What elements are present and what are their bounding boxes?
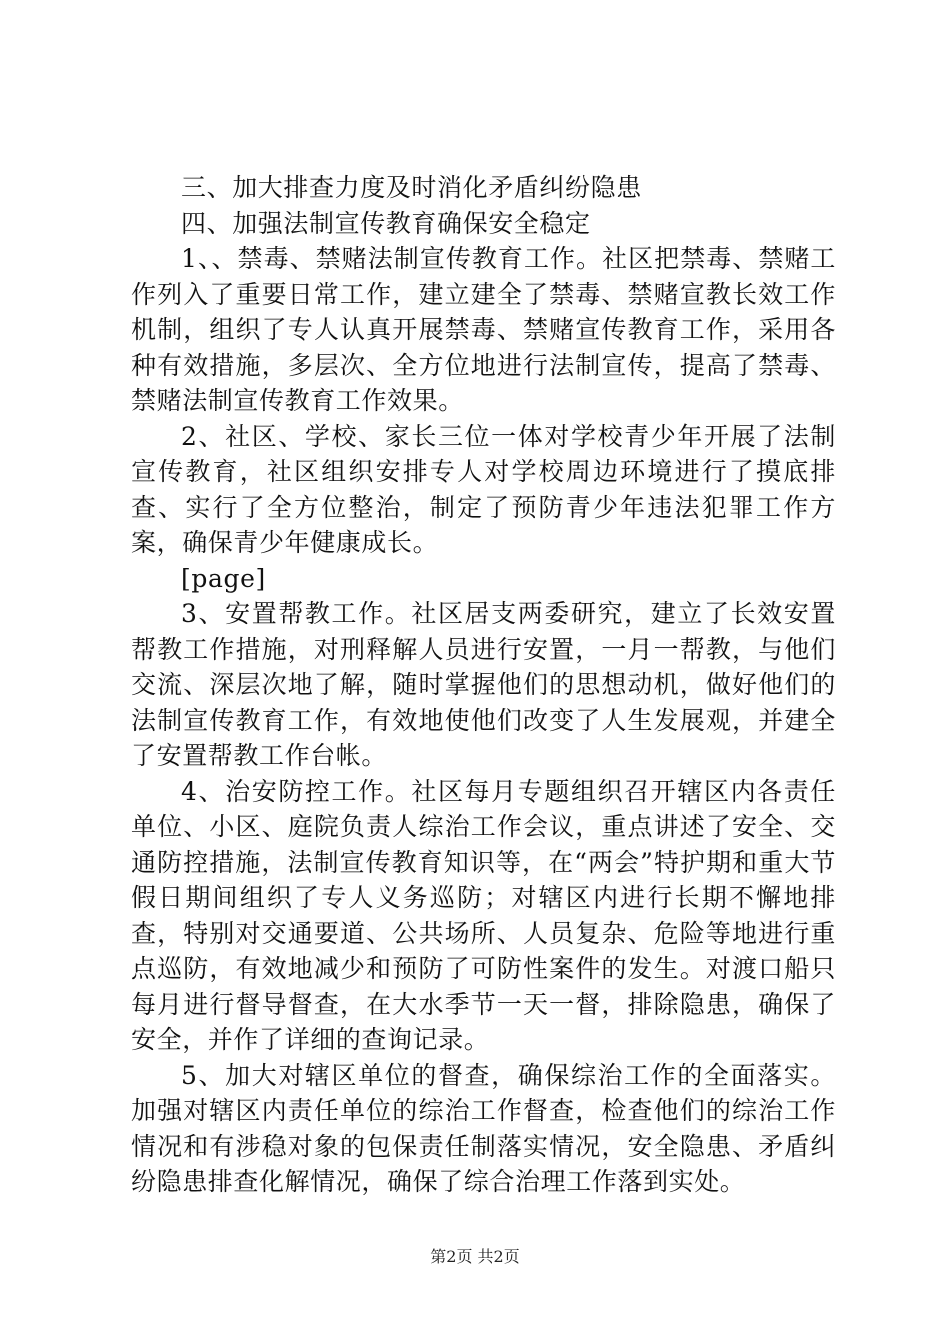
page-number-footer: 第2页 共2页 — [430, 1247, 520, 1266]
paragraph-resettlement: 3、安置帮教工作。社区居支两委研究，建立了长效安置帮教工作措施，对刑释解人员进行安置，一月一帮教，与他们交流、深层次地了解，随时掌握他们的思想动机，做好他们的法制宣传教育工作，有效地使他们改变了人生发展观，并建全了安置帮教工作台帐。 — [131, 599, 836, 770]
section-heading-4: 四、加强法制宣传教育确保安全稳定 — [181, 208, 591, 238]
paragraph-anti-drug-gambling: 1、、禁毒、禁赌法制宣传教育工作。社区把禁毒、禁赌工作列入了重要日常工作，建立建全了禁毒、禁赌宣教长效工作机制，组织了专人认真开展禁毒、禁赌宣传教育工作，采用各种有效措施，多层次、全方位地进行法制宣传，提高了禁毒、禁赌法制宣传教育工作效果。 — [131, 244, 836, 415]
section-heading-3: 三、加大排查力度及时消化矛盾纠纷隐患 — [181, 173, 642, 202]
paragraph-youth-education: 2、社区、学校、家长三位一体对学校青少年开展了法制宣传教育，社区组织安排专人对学校周边环境进行了摸底排查、实行了全方位整治，制定了预防青少年违法犯罪工作方案，确保青少年健康成长。 — [131, 421, 836, 557]
page-marker: [page] — [181, 563, 266, 593]
paragraph-public-security: 4、治安防控工作。社区每月专题组织召开辖区内各责任单位、小区、庭院负责人综治工作会议，重点讲述了安全、交通防控措施，法制宣传教育知识等，在“两会”特护期和重大节假日期间组织了专人义务巡防；对辖区内进行长期不懈地排查，特别对交通要道、公共场所、人员复杂、危险等地进行重点巡防，有效地减少和预防了可防性案件的发生。对渡口船只每月进行督导督查，在大水季节一天一督，排除隐患，确保了安全，并作了详细的查询记录。 — [131, 776, 836, 1054]
document-body — [131, 170, 836, 1200]
paragraph-supervision: 5、加大对辖区单位的督查，确保综治工作的全面落实。加强对辖区内责任单位的综治工作督查，检查他们的综治工作情况和有涉稳对象的包保责任制落实情况，安全隐患、矛盾纠纷隐患排查化解情况，确保了综合治理工作落到实处。 — [131, 1060, 836, 1196]
